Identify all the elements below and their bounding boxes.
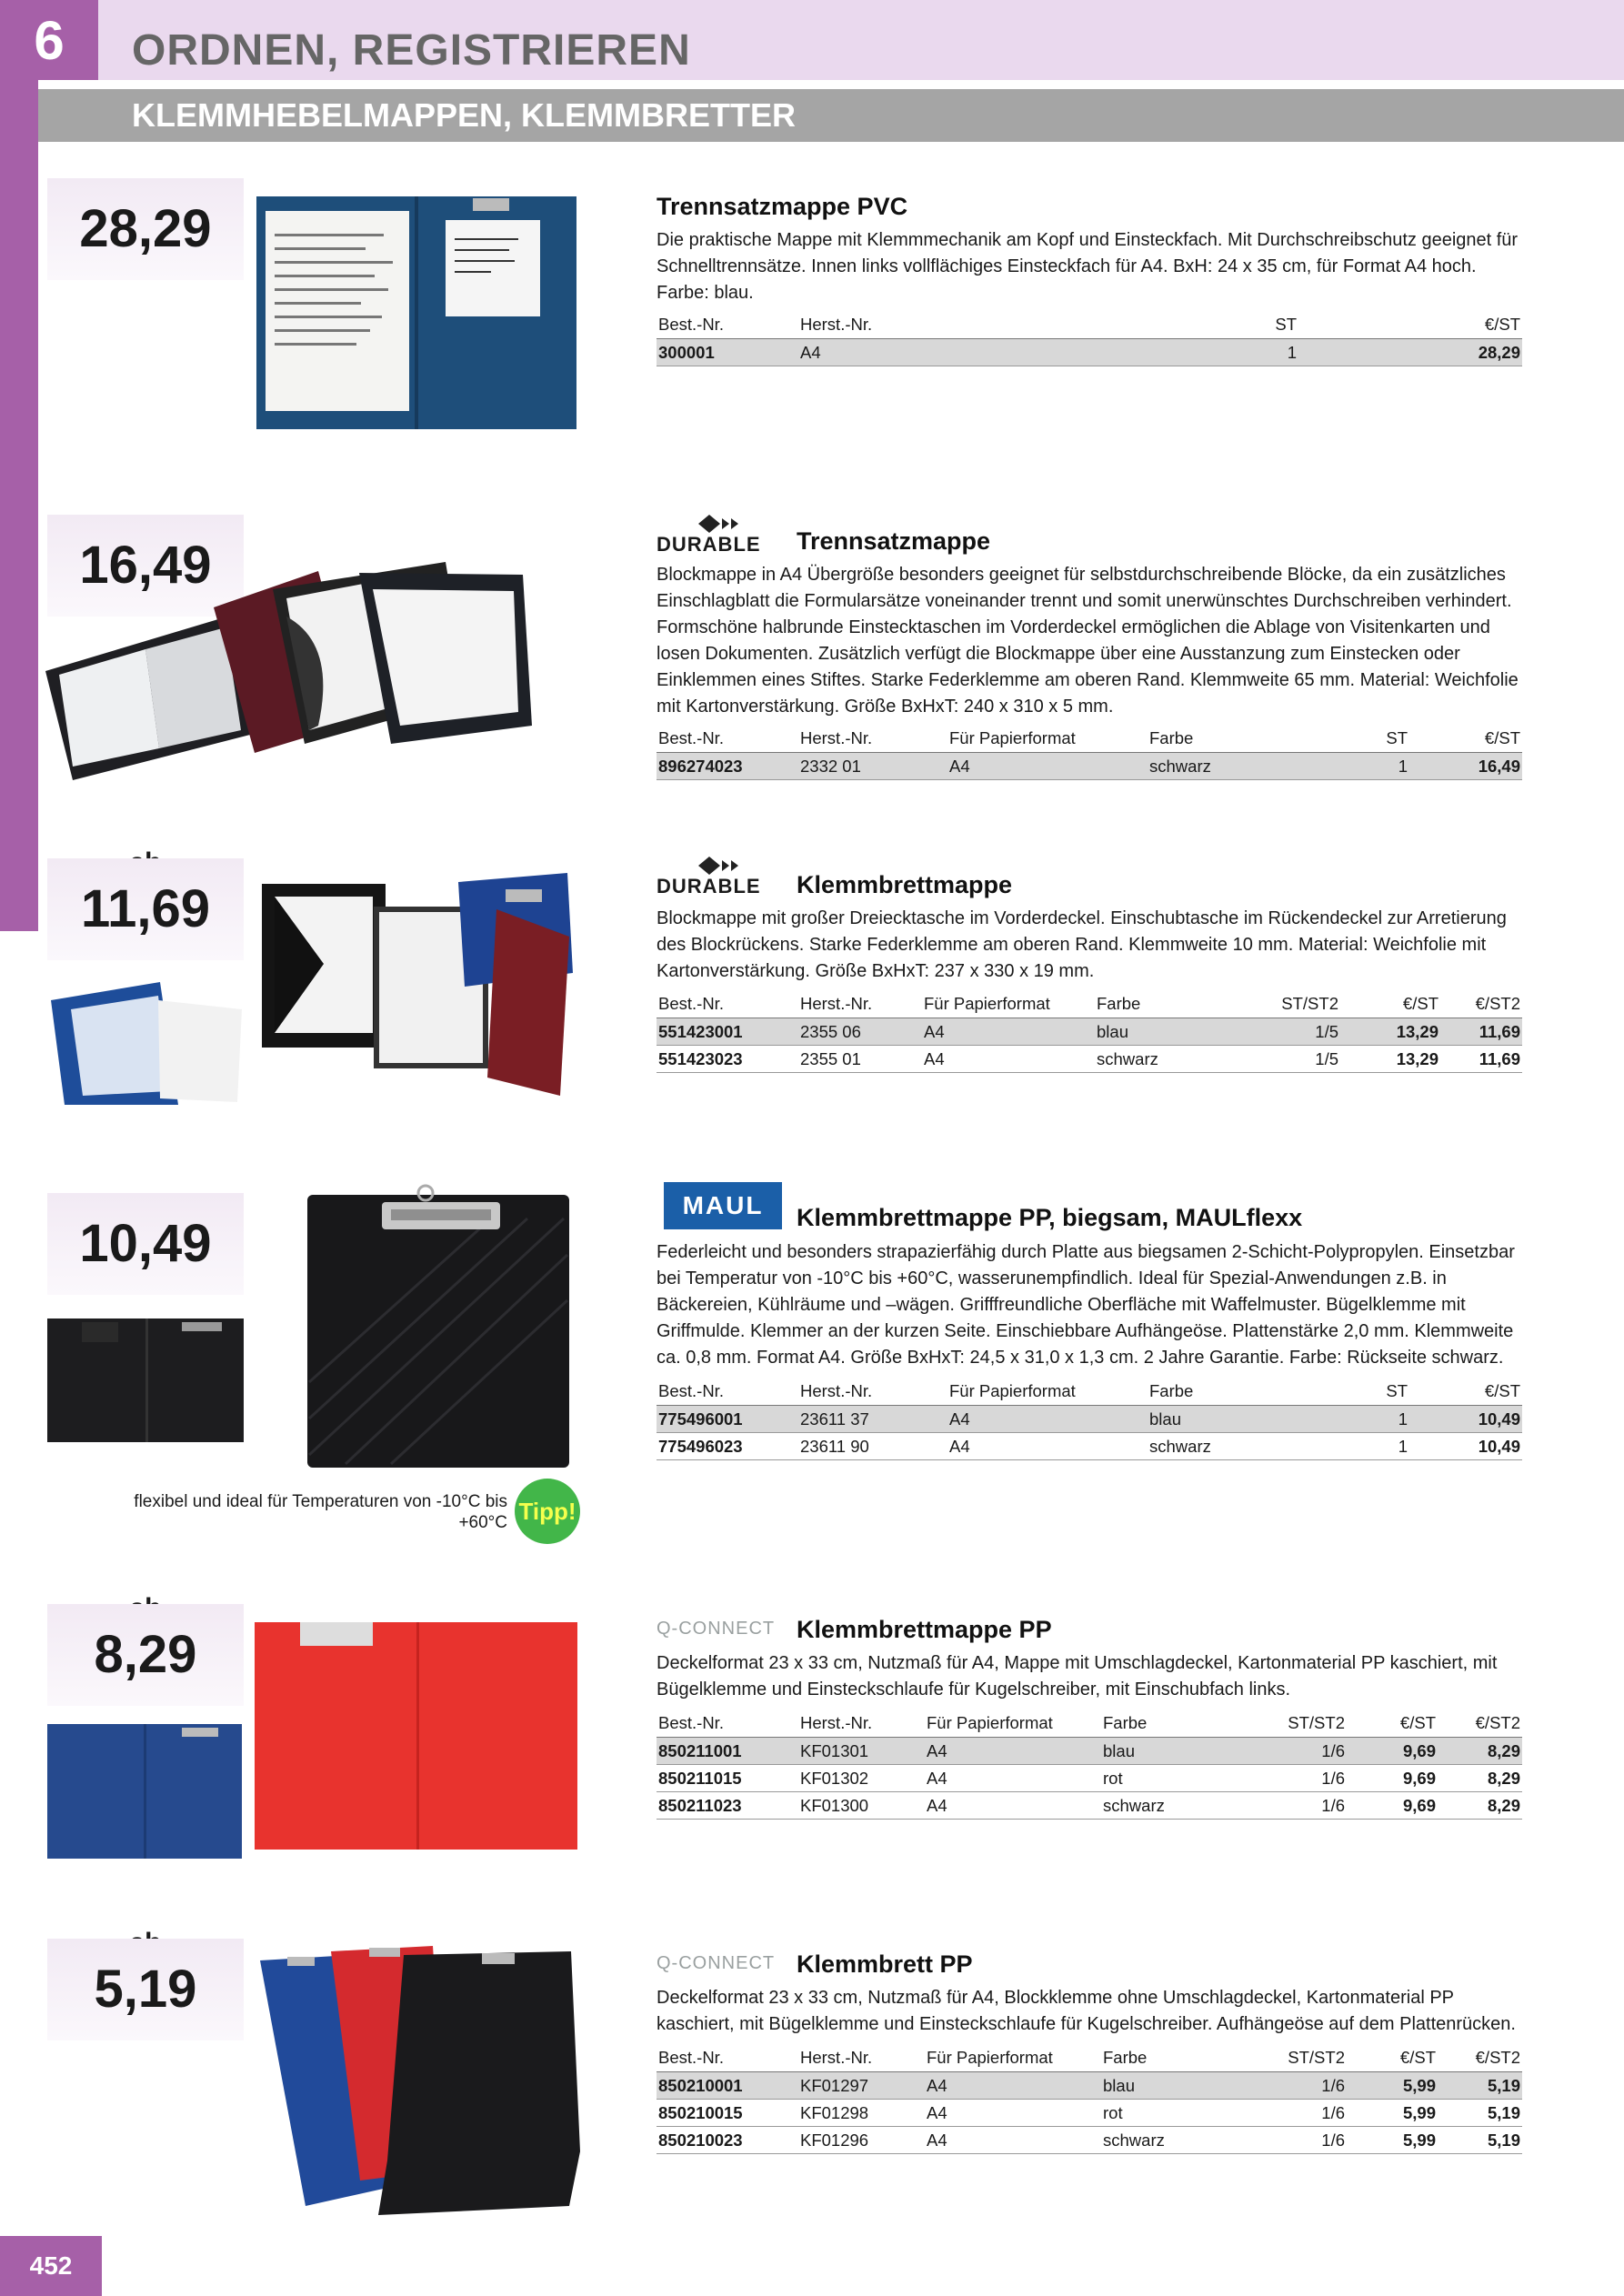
quantity: 1/6 [1256,2072,1347,2100]
color: schwarz [1101,1792,1256,1820]
product-image-klemmbrett-pp [251,1942,582,2215]
order-number: 850211001 [657,1738,798,1765]
col-header-best-nr: Best.-Nr. [657,725,798,753]
unit-price: 5,99 [1347,2127,1438,2154]
unit-price: 10,49 [1409,1406,1522,1433]
bulk-price: 8,29 [1438,1792,1522,1820]
order-number: 551423023 [657,1046,798,1073]
tipp-badge: Tipp! [515,1479,580,1544]
brand-name: MAUL [682,1191,764,1219]
order-number: 850210023 [657,2127,798,2154]
order-number: 850211023 [657,1792,798,1820]
bulk-price: 5,19 [1438,2100,1522,2127]
price: 8,29 [94,1625,197,1684]
page-number: 452 [0,2236,102,2296]
product-table [657,1709,1522,1820]
unit-price: 5,99 [1347,2072,1438,2100]
col-header-best-nr: Best.-Nr. [657,2044,798,2072]
product-description: Blockmappe in A4 Übergröße besonders geeignet für selbstdurchschreibende Blöcke, da ein zusätzliches Einschlagblatt die Formularsätze voneinander trennt und somit unerwünschtes Durchschreiben verhindert. Formschöne halbrunde Einstecktaschen im Vorderdeckel ermöglichen die Ablage von Visitenkarten und losen Dokumenten. Zusätzlich verfügt die Blockmappe über eine Ausstanzung zum Einstecken oder Einklemmen eines Stiftes. Starke Federklemme am oberen Rand. Klemmweite 65 mm. Material: Weichfolie mit Kartonverstärkung. Größe BxHxT: 240 x 310 x 5 mm. [657,565,1519,717]
col-header-herst-nr: Herst.-Nr. [798,2044,925,2072]
product-description: Deckelformat 23 x 33 cm, Nutzmaß für A4, Blockklemme ohne Umschlagdeckel, Kartonmaterial PP kaschiert, mit Bügelklemme und Einsteckschlaufe für Kugelschreiber. Aufhängeöse auf dem Plattenrücken. [657,1988,1516,2034]
col-header-papierformat: Für Papierformat [925,1709,1101,1738]
col-header-herst-nr: Herst.-Nr. [798,1378,947,1406]
chapter-sidebar-strip [0,80,38,931]
manufacturer-number: KF01297 [798,2072,925,2100]
color: schwarz [1101,2127,1256,2154]
tipp-note: flexibel und ideal für Temperaturen von -10°C bis +60°C [134,1492,507,1532]
quantity: 1/5 [1240,1046,1340,1073]
paper-format: A4 [947,753,1148,780]
product-table [657,725,1522,780]
unit-price: 16,49 [1409,753,1522,780]
col-header-eur-st: €/ST [1347,2044,1438,2072]
price: 16,49 [79,536,212,595]
table-row [657,1792,1522,1820]
manufacturer-number: 2332 01 [798,753,947,780]
col-header-st: ST [1071,311,1298,339]
product-table [657,1378,1522,1460]
col-header-st: ST [1362,1378,1409,1406]
manufacturer-number: A4 [798,339,1071,366]
quantity: 1 [1362,1433,1409,1460]
price: 11,69 [81,879,210,938]
paper-format: A4 [922,1046,1095,1073]
brand-name: Q-CONNECT [657,1619,776,1639]
color: schwarz [1095,1046,1240,1073]
product-description: Die praktische Mappe mit Klemmmechanik am Kopf und Einsteckfach. Mit Durchschreibschutz geeignet für Schnelltrennsätze. Innen links vollflächiges Einsteckfach für A4. BxH: 24 x 35 cm, für Format A4 hoch. Farbe: blau. [657,230,1519,303]
table-row [657,753,1522,780]
color: blau [1148,1406,1362,1433]
product-title: Trennsatzmappe PVC [657,193,908,220]
table-row [657,1738,1522,1765]
product-description: Deckelformat 23 x 33 cm, Nutzmaß für A4, Mappe mit Umschlagdeckel, Kartonmaterial PP kaschiert, mit Bügelklemme und Einsteckschlaufe für Kugelschreiber, mit Einschubfach links. [657,1653,1498,1699]
col-header-best-nr: Best.-Nr. [657,990,798,1018]
paper-format: A4 [925,2127,1101,2154]
paper-format: A4 [922,1018,1095,1046]
table-row [657,1406,1522,1433]
manufacturer-number: 23611 37 [798,1406,947,1433]
product-table [657,2044,1522,2154]
q-connect-logo [657,1619,775,1639]
product-image-trennsatzmappe [45,562,582,780]
unit-price: 9,69 [1347,1738,1438,1765]
brand-name: DURABLE [657,875,761,895]
paper-format: A4 [925,2100,1101,2127]
col-header-farbe: Farbe [1101,1709,1256,1738]
color: blau [1101,2072,1256,2100]
quantity: 1/6 [1256,1765,1347,1792]
product-image-klemmbrettmappe [51,873,582,1109]
col-header-papierformat: Für Papierformat [922,990,1095,1018]
maul-logo [664,1182,782,1229]
manufacturer-number: KF01302 [798,1765,925,1792]
manufacturer-number: KF01301 [798,1738,925,1765]
product-image-trennsatzmappe-pvc [255,193,582,433]
color: schwarz [1148,1433,1362,1460]
color: schwarz [1148,753,1362,780]
col-header-herst-nr: Herst.-Nr. [798,990,922,1018]
manufacturer-number: KF01300 [798,1792,925,1820]
col-header-papierformat: Für Papierformat [947,725,1148,753]
unit-price: 9,69 [1347,1765,1438,1792]
quantity: 1/5 [1240,1018,1340,1046]
color: rot [1101,1765,1256,1792]
col-header-eur-st: €/ST [1409,725,1522,753]
product-description: Federleicht und besonders strapazierfähig durch Platte aus biegsamen 2-Schicht-Polypropylen. Einsetzbar bei Temperatur von -10°C bis +60°C, wasserunempfindlich. Ideal für Spezial-Anwendungen z.B. in Bäckereien, Kühlräume und –wägen. Grifffreundliche Oberfläche mit Waffelmuster. Bügelklemme mit Griffmulde. Klemmer an der kurzen Seite. Einschiebbare Aufhängeöse. Plattenstärke 2,0 mm. Klemmweite ca. 0,8 mm. Format A4. Größe BxHxT: 24,5 x 31,0 x 1,3 cm. 2 Jahre Garantie. Farbe: Rückseite schwarz. [657,1242,1515,1368]
bulk-price: 11,69 [1440,1046,1522,1073]
product-image-maulflexx [45,1182,582,1473]
order-number: 775496023 [657,1433,798,1460]
bulk-price: 8,29 [1438,1738,1522,1765]
col-header-st-st2: ST/ST2 [1240,990,1340,1018]
manufacturer-number: KF01296 [798,2127,925,2154]
unit-price: 9,69 [1347,1792,1438,1820]
paper-format: A4 [947,1406,1148,1433]
unit-price: 13,29 [1340,1018,1440,1046]
order-number: 850210001 [657,2072,798,2100]
paper-format: A4 [925,1792,1101,1820]
bulk-price: 5,19 [1438,2127,1522,2154]
product-description: Blockmappe mit großer Dreiecktasche im Vorderdeckel. Einschubtasche im Rückendeckel zur Arretierung des Blockrückens. Starke Federklemme am oberen Rand. Klemmweite 10 mm. Material: Weichfolie mit Kartonverstärkung. Größe BxHxT: 237 x 330 x 19 mm. [657,908,1507,981]
order-number: 896274023 [657,753,798,780]
col-header-st: ST [1362,725,1409,753]
product-title: Klemmbrettmappe PP, biegsam, MAULflexx [797,1204,1303,1231]
product-title: Klemmbrettmappe [797,871,1013,898]
order-number: 300001 [657,339,798,366]
order-number: 775496001 [657,1406,798,1433]
col-header-farbe: Farbe [1101,2044,1256,2072]
table-row [657,339,1522,366]
color: rot [1101,2100,1256,2127]
col-header-st-st2: ST/ST2 [1256,2044,1347,2072]
brand-name: Q-CONNECT [657,1953,776,1973]
col-header-eur-st: €/ST [1409,1378,1522,1406]
paper-format: A4 [925,1738,1101,1765]
order-number: 850211015 [657,1765,798,1792]
unit-price: 13,29 [1340,1046,1440,1073]
manufacturer-number: 23611 90 [798,1433,947,1460]
col-header-eur-st2: €/ST2 [1438,1709,1522,1738]
table-row [657,1765,1522,1792]
quantity: 1/6 [1256,2100,1347,2127]
table-row [657,1046,1522,1073]
col-header-best-nr: Best.-Nr. [657,1709,798,1738]
order-number: 551423001 [657,1018,798,1046]
section-title: KLEMMHEBELMAPPEN, KLEMMBRETTER [132,96,796,134]
col-header-best-nr: Best.-Nr. [657,1378,798,1406]
bulk-price: 5,19 [1438,2072,1522,2100]
product-image-klemmbrettmappe-pp [45,1619,582,1864]
quantity: 1 [1362,1406,1409,1433]
product-table [657,990,1522,1073]
order-number: 850210015 [657,2100,798,2127]
product-title: Klemmbrettmappe PP [797,1616,1052,1643]
paper-format: A4 [925,2072,1101,2100]
col-header-eur-st2: €/ST2 [1438,2044,1522,2072]
quantity: 1 [1362,753,1409,780]
col-header-eur-st: €/ST [1340,990,1440,1018]
col-header-farbe: Farbe [1148,1378,1362,1406]
unit-price: 28,29 [1298,339,1522,366]
color: blau [1095,1018,1240,1046]
paper-format: A4 [925,1765,1101,1792]
brand-name: DURABLE [657,533,761,553]
table-row [657,2127,1522,2154]
col-header-papierformat: Für Papierformat [925,2044,1101,2072]
durable-logo [657,855,793,895]
color: blau [1101,1738,1256,1765]
col-header-papierformat: Für Papierformat [947,1378,1148,1406]
quantity: 1 [1071,339,1298,366]
table-row [657,2072,1522,2100]
q-connect-logo [657,1953,775,1974]
col-header-best-nr: Best.-Nr. [657,311,798,339]
table-row [657,2100,1522,2127]
paper-format: A4 [947,1433,1148,1460]
col-header-st-st2: ST/ST2 [1256,1709,1347,1738]
unit-price: 5,99 [1347,2100,1438,2127]
col-header-herst-nr: Herst.-Nr. [798,1709,925,1738]
product-table [657,311,1522,366]
manufacturer-number: 2355 01 [798,1046,922,1073]
price: 10,49 [79,1214,212,1273]
quantity: 1/6 [1256,1738,1347,1765]
bulk-price: 8,29 [1438,1765,1522,1792]
col-header-eur-st2: €/ST2 [1440,990,1522,1018]
bulk-price: 11,69 [1440,1018,1522,1046]
price: 5,19 [94,1960,197,2019]
price: 28,29 [79,199,212,258]
product-title: Klemmbrett PP [797,1950,973,1978]
unit-price: 10,49 [1409,1433,1522,1460]
manufacturer-number: KF01298 [798,2100,925,2127]
durable-logo [657,513,793,553]
table-row [657,1018,1522,1046]
col-header-herst-nr: Herst.-Nr. [798,725,947,753]
col-header-herst-nr: Herst.-Nr. [798,311,1071,339]
col-header-farbe: Farbe [1095,990,1240,1018]
chapter-title: ORDNEN, REGISTRIEREN [132,26,691,75]
table-row [657,1433,1522,1460]
col-header-eur-st: €/ST [1347,1709,1438,1738]
chapter-number: 6 [0,0,98,80]
product-title: Trennsatzmappe [797,527,991,555]
quantity: 1/6 [1256,1792,1347,1820]
col-header-eur-st: €/ST [1298,311,1522,339]
col-header-farbe: Farbe [1148,725,1362,753]
manufacturer-number: 2355 06 [798,1018,922,1046]
quantity: 1/6 [1256,2127,1347,2154]
